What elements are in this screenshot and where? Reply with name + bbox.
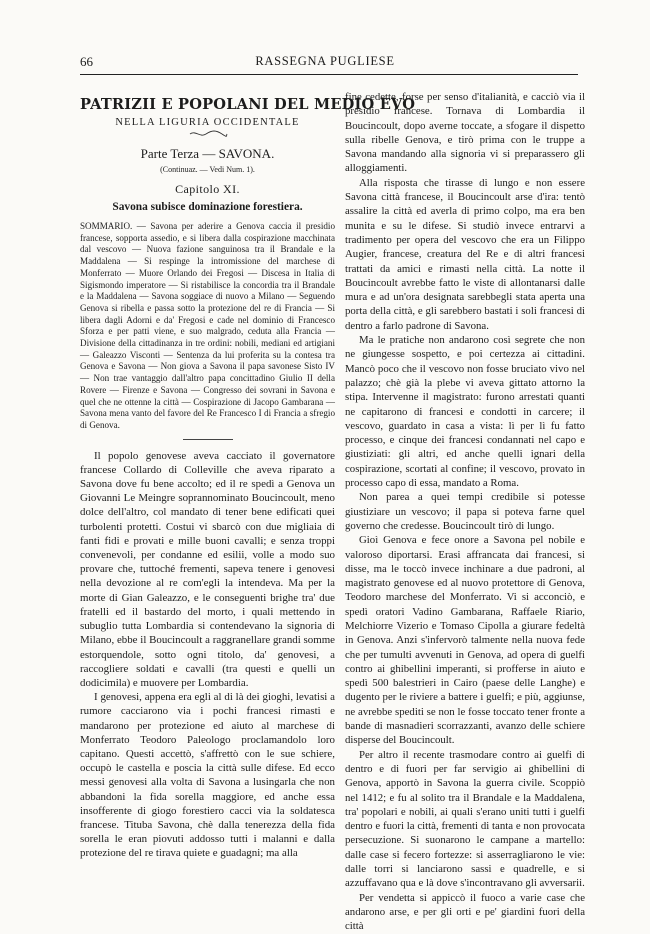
ornament-swash-icon [188,130,228,138]
continuation-note: (Continuaz. — Vedi Num. 1). [160,165,255,174]
right-body-text [345,90,585,934]
paragraph: Ma le pratiche non andarono così segrete che non ne giungesse sospetto, e poi certezza ai cittadini. Mancò poco che il vescovo non fosse bruciato vivo nel palazzo; chè già la plebe vi aveva gittato attorno la stipa. Intervenne il magistrato: furono arrestati quanti ne capitarono di francesi e condotti in carcere; il vescovo, guardato in casa a vista: lì per lì fu fatto processo, e cinque dei francesi condannati nel capo e giustiziati: gli altri, ed anche quelli ignari della cospirazione, scortati al confine; il vescovo, provato in processo capo di essa, mandato a Roma. [345,334,585,490]
paragraph: fine cedette, forse per senso d'italianità, e cacciò via il presidio francese. Tornava di Lombardia il Boucincoult, dopo averne toccate, a sfogare il dispetto sulla ribelle Genova, e tirò prima con le truppe a Savona mandando alla signoria vi si preparassero gli alloggiamenti. [345,91,585,175]
paragraph: Il popolo genovese aveva cacciato il governatore francese Collardo di Colleville che aveva riparato a Savona dove fu bene accolto; ed il re spedì a Genova un Giovanni Le Meingre soprannominato Boucincoult, meno dolce dell'altro, col mandato di tener bene edificati quei turbolenti protetti. Costui vi sbarcò con due migliaia di fanti fidi e provati e mille buoni cavalli; e senza troppi convenevoli, per condanne ed esilii, volle a modo suo provare che, tuttoché frementi, sapeva tenere i genovesi nella devozione al re com'egli la intendeva. Ma per la morte di Gian Galeazzo, e le conseguenti brighe tra' due fratelli ed il bastardo del morto, i quali mettendo in subuglio tutta Lombardia si contendevano la signoria di Milano, ebbe il Boucincoult a raggranellare grandi somme estorquendole, sotto ogni titolo, da' genovesi, a raccogliere soldati e cavalli (tra questi e quelli un dodicimila) e muovere per Lombardia. [80,449,335,689]
paragraph: Gioì Genova e fece onore a Savona pel nobile e valoroso diportarsi. Erasi affrancata dai francesi, si disse, ma le toccò invece inchinare a due padroni, al magistrato genovese ed al nuovo protettore di Genova, Teodoro marchese del Monferrato. Vi si acconciò, e spedì oratori Vadino Gambarana, Raffaele Riario, Melchiorre Vizerio e Tomaso Cipolla a giurare fedeltà in Genova. Anzi s'infervorò talmente nella nuova fede che per tumulti avvenuti in Genova, ad opera di guelfi contro ai ghibellini imperanti, si profferse in aiuto e spedì 500 balestrieri in Cairo (paese delle Langhe) e dugento per le riviere a battere i guelfi; e più, aggiunse, ne avrebbe spediti se non le fosse toccato tener fronte a bande di masnadieri scorrazzanti, avanzo delle schiere disperse del Boucincoult. [345,534,585,747]
chapter-title: Savona subisce dominazione forestiera. [112,201,303,213]
paragraph: Per altro il recente trasmodare contro ai guelfi di dentro e di fuori per far servigio ai ghibellini di Genova, apportò in Savona la guerra civile. Scoppiò nel 1412; e fu al solito tra il Brandale e la Maddalena, tra' popolari e nobili, ai quali s'erano uniti tutti i guelfi dentro e fuori la città, frementi di tanta e non provocata persecuzione. Si suonarono le campane a martello: dalle case si fecero fortezze: si asserragliarono le vie: dalle torri si lanciarono sassi e quadrelle, e si azzuffavano qua e là dove s'incontravano gli avversarii. [345,748,585,890]
paragraph: Non parea a quei tempi credibile si potesse giustiziare un vescovo; il papa si poteva farne quel governo che credesse. Boucincoult tirò di lungo. [345,491,585,532]
paragraph: Alla risposta che tirasse di lungo e non essere Savona città francese, il Boucincoult arse d'ira: tentò assalire la città ed averla di primo colpo, ma era ben munita e su le difese. Si studiò invece entrarvi a tradimento per opera del vescovo che era un Filippo Augier, francese, creatura del Re e di altri francesi trattati da amici e rimasti nella città. La notte il Boucincoult avrebbe fatto le viste di allontanarsi dalle mura e ad un'ora designata sarebbegli stata aperta una porta della città, e gli sarebbero bastati i soli francesi di dentro a farlo padrone di Savona. [345,176,585,332]
paragraph: I genovesi, appena era egli al di là dei gioghi, levatisi a rumore cacciarono via i pochi francesi rimasti e mandarono per protezione ed aiuto al marchese di Monferrato Teodoro Paleologo proclamandolo loro capitano. Questi accettò, s'affrettò con le sue schiere, occupò le castella e poscia la città sulle difese. Ed ecco messi genovesi alla volta di Savona a lusingarla che non abbandoni la fida sorella maggiore, ed anche essa insofferente di giogo forestiero cacci via la soldatesca francese. Tituba Savona, chè dalla tenerezza della fida sorella le eran piovuti addosso tutti i malanni e dalla protezione del re tirava quiete e guadagni; ma alla [80,691,335,860]
journal-title: RASSEGNA PUGLIESE [255,54,395,68]
chapter-number: Capitolo XI. [175,182,240,196]
running-head [0,0,650,80]
paragraph: Per vendetta si appiccò il fuoco a varie case che andarono arse, e per gli orti e pe' giardini fuori della città [345,891,585,933]
left-column [80,90,416,861]
left-body-text [80,449,335,861]
article-title: PATRIZII E POPOLANI DEL MEDIO EVO [80,96,416,113]
section-divider [183,439,233,440]
sommario-summary: SOMMARIO. — Savona per aderire a Genova caccia il presidio francese, sopporta assedio, e si libera dalla cospirazione macchinata dal vescovo — Nuova fazione sanguinosa tra il Brandale e la Maddalena — Si respinge la intromissione del marchese di Monferrato — Muore Orlando dei Fregosi — Discesa in Italia di Sigismondo imperatore — Si ristabilisce la concordia tra il Brandale e la Maddalena — Savona soggiace di nuovo a Milano — Seguendo Genova si ribella e passa sotto la protezione del re di Francia — Si libera dagli Adorni e da' Fregosi e cade nel dominio di Francesco Sforza e per patti viene, e suo malgrado, ceduta alla Francia — Divisione della cittadinanza in tre ordini: nobili, mediani ed artigiani — Galeazzo Visconti — Sentenza da lui proferita su la contesa tra Genova e Savona — Non giova a Savona il papa savonese Sisto IV — Non trae vantaggio dall'altro papa concittadino Giulio II della Rovere — Firenze e Savona — Congresso dei sovrani in Savona e quel che ne ottenne la città — Cospirazione di Jacopo Gambarana — Savona mena vanto del favore del Re Francesco I di Francia a sfregio di Genova. [80,221,335,430]
header-rule [80,74,578,75]
page-number: 66 [80,54,93,69]
part-heading: Parte Terza — SAVONA. [140,146,275,161]
article-subtitle: NELLA LIGURIA OCCIDENTALE [115,117,300,128]
right-column [345,90,585,934]
